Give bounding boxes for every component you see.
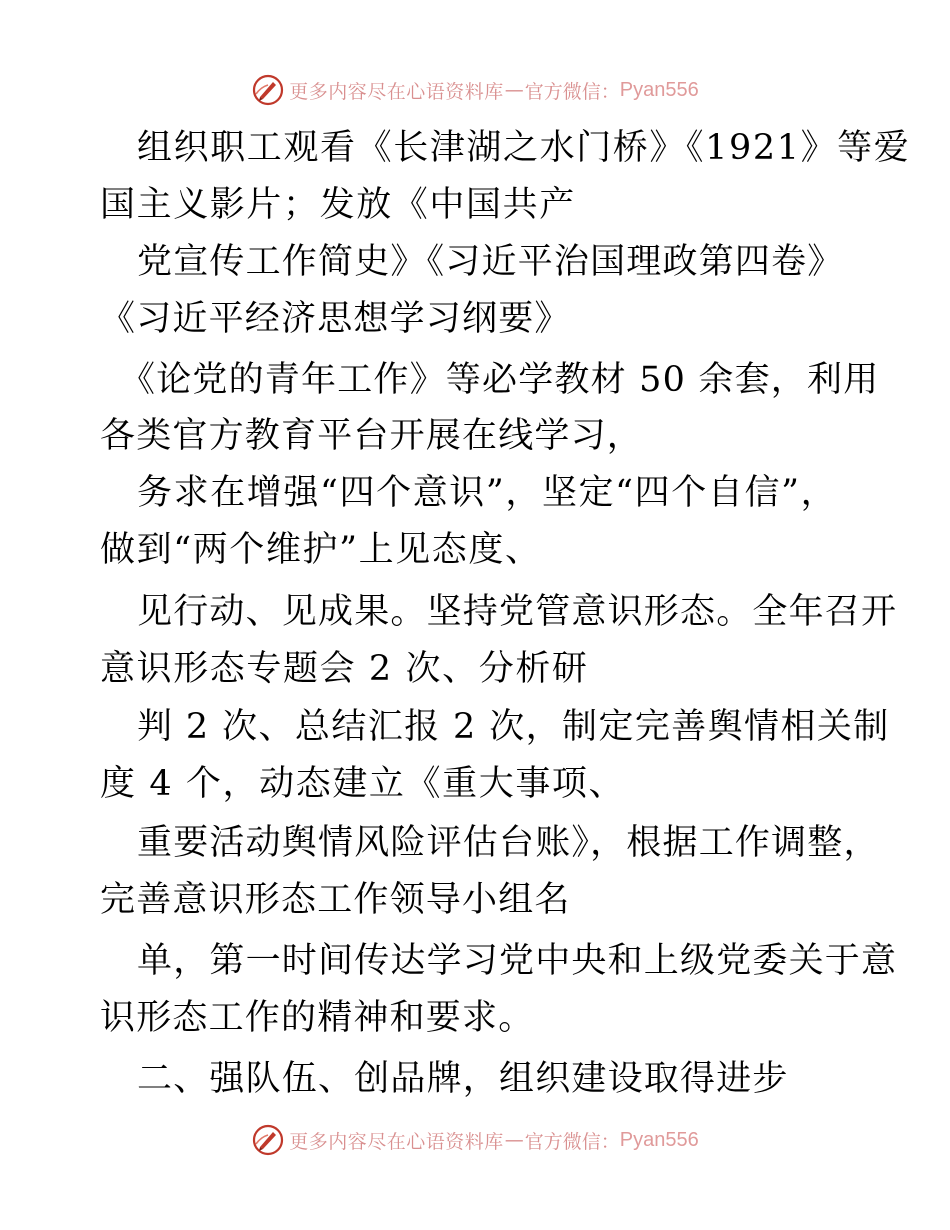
text-line: 重要活动舆情风险评估台账》，根据工作调整，	[137, 823, 880, 863]
text-line: 做到“两个维护”上见态度、	[100, 530, 542, 570]
text-line: 意识形态专题会 2 次、分析研	[100, 649, 589, 689]
pen-logo-icon	[251, 73, 285, 107]
text-line: 组织职工观看《长津湖之水门桥》《1921》等爱	[137, 128, 911, 168]
text-line: 《习近平经济思想学习纲要》	[100, 299, 571, 339]
watermark-account: Pyan556	[619, 78, 699, 101]
text-line: 完善意识形态工作领导小组名	[100, 880, 571, 920]
footer-watermark	[0, 1120, 950, 1160]
watermark-label: 官方微信：	[524, 80, 620, 103]
header-watermark	[0, 70, 950, 110]
text-line: 党宣传工作简史》《习近平治国理政第四卷》	[137, 242, 844, 282]
text-line: 务求在增强“四个意识”，坚定“四个自信”，	[137, 473, 838, 513]
watermark-account: Pyan556	[619, 1128, 699, 1151]
text-line: 度 4 个，动态建立《重大事项、	[100, 764, 626, 804]
text-line: 见行动、见成果。坚持党管意识形态。全年召开	[137, 592, 898, 632]
watermark-dash: —	[504, 1129, 524, 1151]
pen-logo-icon	[251, 1123, 285, 1157]
text-line: 单，第一时间传达学习党中央和上级党委关于意	[137, 941, 898, 981]
text-line: 各类官方教育平台开展在线学习，	[100, 416, 644, 456]
watermark-dash: —	[504, 79, 524, 101]
watermark-text: 更多内容尽在心语资料库	[289, 80, 504, 103]
text-line: 国主义影片；发放《中国共产	[100, 185, 576, 225]
text-line: 判 2 次、总结汇报 2 次，制定完善舆情相关制	[137, 707, 890, 747]
watermark-label: 官方微信：	[524, 1130, 620, 1153]
section-heading: 二、强队伍、创品牌，组织建设取得进步	[137, 1059, 789, 1099]
watermark-text: 更多内容尽在心语资料库	[289, 1130, 504, 1153]
text-line: 《论党的青年工作》等必学教材 50 余套，利用	[120, 360, 880, 400]
text-line: 识形态工作的精神和要求。	[100, 998, 535, 1038]
